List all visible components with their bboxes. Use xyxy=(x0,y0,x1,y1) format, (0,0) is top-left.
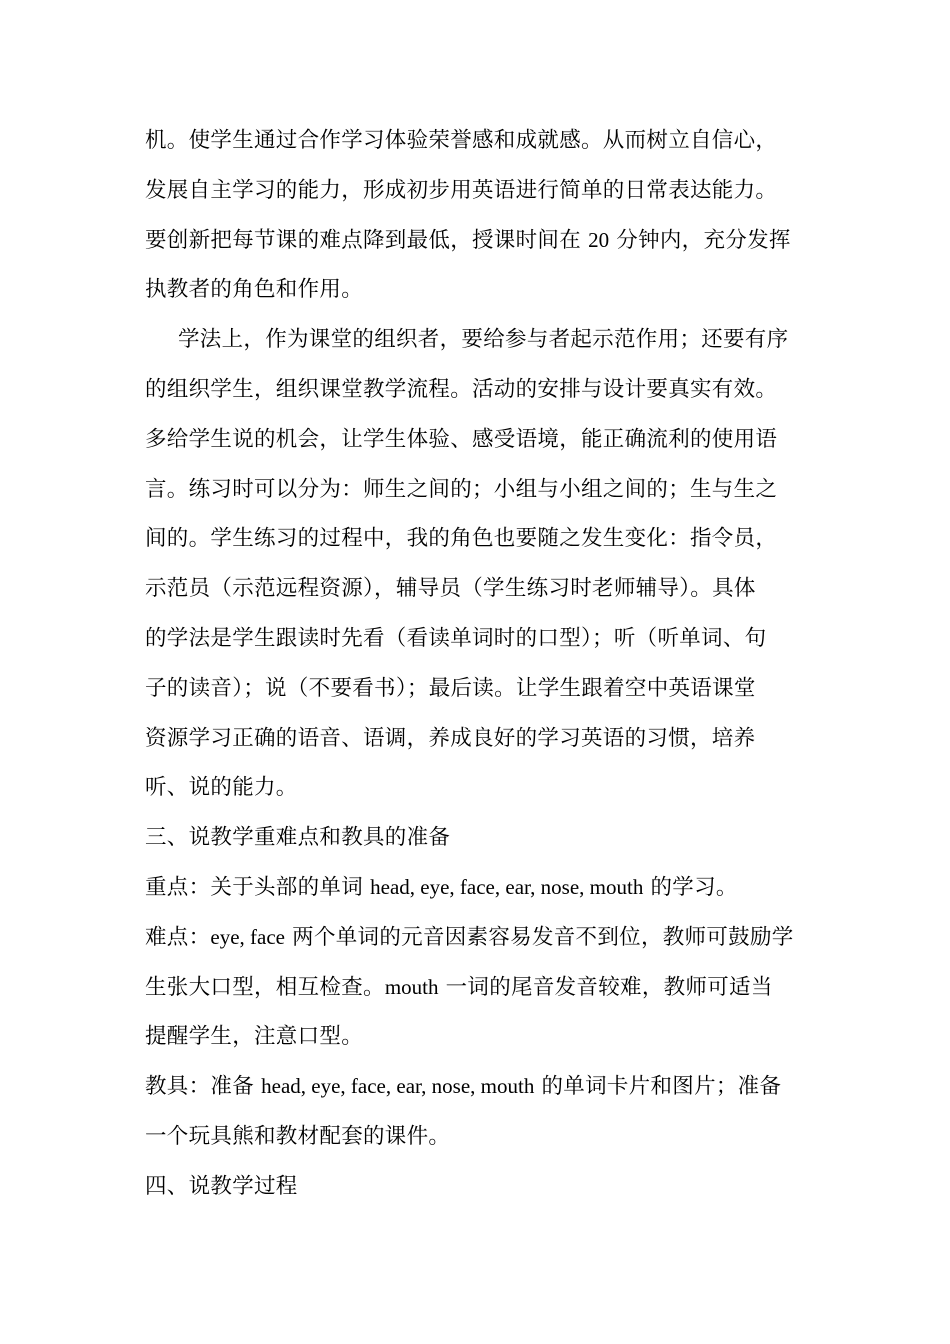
section-heading-key-points: 三、说教学重难点和教具的准备 xyxy=(145,825,451,851)
text-line: 的组织学生，组织课堂教学流程。活动的安排与设计要真实有效。 xyxy=(145,376,778,402)
text-line: 教具：准备 head, eye, face, ear, nose, mouth 的单词卡片和图片；准备 xyxy=(145,1074,782,1100)
text-line: 的学法是学生跟读时先看（看读单词时的口型）；听（听单词、句 xyxy=(145,625,767,651)
text-line: 要创新把每节课的难点降到最低，授课时间在 20 分钟内，充分发挥 xyxy=(145,227,791,253)
text-line: 子的读音）；说（不要看书）；最后读。让学生跟着空中英语课堂 xyxy=(145,675,756,701)
text-line: 发展自主学习的能力，形成初步用英语进行简单的日常表达能力。 xyxy=(145,177,778,203)
text-line: 难点：eye, face 两个单词的元音因素容易发音不到位，教师可鼓励学 xyxy=(145,924,794,950)
text-line: 间的。学生练习的过程中，我的角色也要随之发生变化：指令员， xyxy=(145,526,778,552)
text-line: 学法上，作为课堂的组织者，要给参与者起示范作用；还要有序 xyxy=(178,327,789,353)
text-line: 提醒学生，注意口型。 xyxy=(145,1024,364,1050)
text-line: 听、说的能力。 xyxy=(145,775,298,801)
key-points-line: 重点：关于头部的单词 head, eye, face, ear, nose, mouth 的学习。 xyxy=(145,874,738,900)
text-line: 机。使学生通过合作学习体验荣誉感和成就感。从而树立自信心， xyxy=(145,128,778,153)
text-line: 示范员（示范远程资源），辅导员（学生练习时老师辅导）。具体 xyxy=(145,576,756,602)
text-line: 资源学习正确的语音、语调，养成良好的学习英语的习惯，培养 xyxy=(145,725,756,751)
text-line: 一个玩具熊和教材配套的课件。 xyxy=(145,1123,451,1149)
paragraph-learning-method xyxy=(145,315,813,813)
text-line: 多给学生说的机会，让学生体验、感受语境，能正确流利的使用语 xyxy=(145,426,778,452)
text-line: 执教者的角色和作用。 xyxy=(145,277,364,303)
difficult-points-paragraph xyxy=(145,913,813,1062)
text-line: 生张大口型，相互检查。mouth 一词的尾音发音较难，教师可适当 xyxy=(145,974,773,1000)
text-line: 言。练习时可以分为：师生之间的；小组与小组之间的；生与生之 xyxy=(145,476,778,502)
section-heading-teaching-process: 四、说教学过程 xyxy=(145,1173,298,1199)
paragraph-teaching-method-end xyxy=(145,116,813,315)
teaching-aids-paragraph xyxy=(145,1062,813,1162)
document-body xyxy=(145,116,813,1212)
